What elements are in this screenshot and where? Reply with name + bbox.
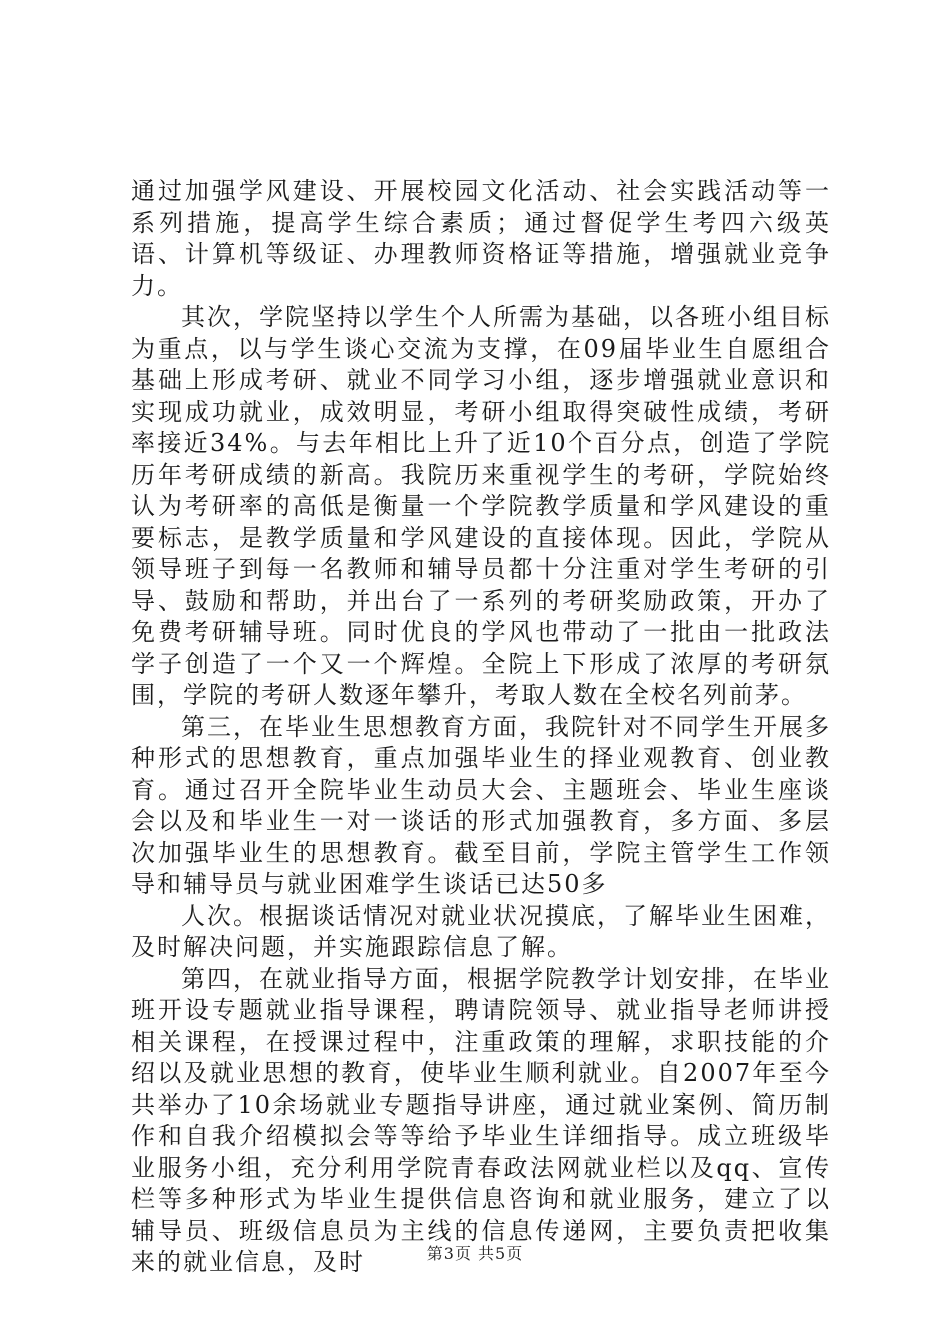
paragraph-3: 第三，在毕业生思想教育方面，我院针对不同学生开展多种形式的思想教育，重点加强毕业生的择业观教育、创业教育。通过召开全院毕业生动员大会、主题班会、毕业生座谈会以及和毕业生一对一谈话的形式加强教育，多方面、多层次加强毕业生的思想教育。截至目前，学院主管学生工作领导和辅导员与就业困难学生谈话已达50多 [131, 712, 831, 898]
paragraph-1: 通过加强学风建设、开展校园文化活动、社会实践活动等一系列措施，提高学生综合素质；通过督促学生考四六级英语、计算机等级证、办理教师资格证等措施，增强就业竞争力。 [131, 177, 831, 300]
paragraph-5: 第四，在就业指导方面，根据学院教学计划安排，在毕业班开设专题就业指导课程，聘请院领导、就业指导老师讲授相关课程，在授课过程中，注重政策的理解，求职技能的介绍以及就业思想的教育，使毕业生顺利就业。自2007年至今共举办了10余场就业专题指导讲座，通过就业案例、简历制作和自我介绍模拟会等等给予毕业生详细指导。成立班级毕业服务小组，充分利用学院青春政法网就业栏以及qq、宣传栏等多种形式为毕业生提供信息咨询和就业服务，建立了以辅导员、班级信息员为主线的信息传递网，主要负责把收集来的就业信息，及时 [131, 964, 831, 1276]
document-body [131, 176, 831, 1279]
page-footer [0, 1241, 950, 1264]
paragraph-2: 其次，学院坚持以学生个人所需为基础，以各班小组目标为重点，以与学生谈心交流为支撑，在09届毕业生自愿组合基础上形成考研、就业不同学习小组，逐步增强就业意识和实现成功就业，成效明显，考研小组取得突破性成绩，考研率接近34%。与去年相比上升了近10个百分点，创造了学院历年考研成绩的新高。我院历来重视学生的考研，学院始终认为考研率的高低是衡量一个学院教学质量和学风建设的重要标志，是教学质量和学风建设的直接体现。因此，学院从领导班子到每一名教师和辅导员都十分注重对学生考研的引导、鼓励和帮助，并出台了一系列的考研奖励政策，开办了免费考研辅导班。同时优良的学风也带动了一批由一批政法学子创造了一个又一个辉煌。全院上下形成了浓厚的考研氛围，学院的考研人数逐年攀升，考取人数在全校名列前茅。 [131, 303, 831, 709]
page-number-label: 第3页 共5页 [426, 1244, 524, 1263]
paragraph-4: 人次。根据谈话情况对就业状况摸底，了解毕业生困难，及时解决问题，并实施跟踪信息了解。 [131, 901, 831, 961]
